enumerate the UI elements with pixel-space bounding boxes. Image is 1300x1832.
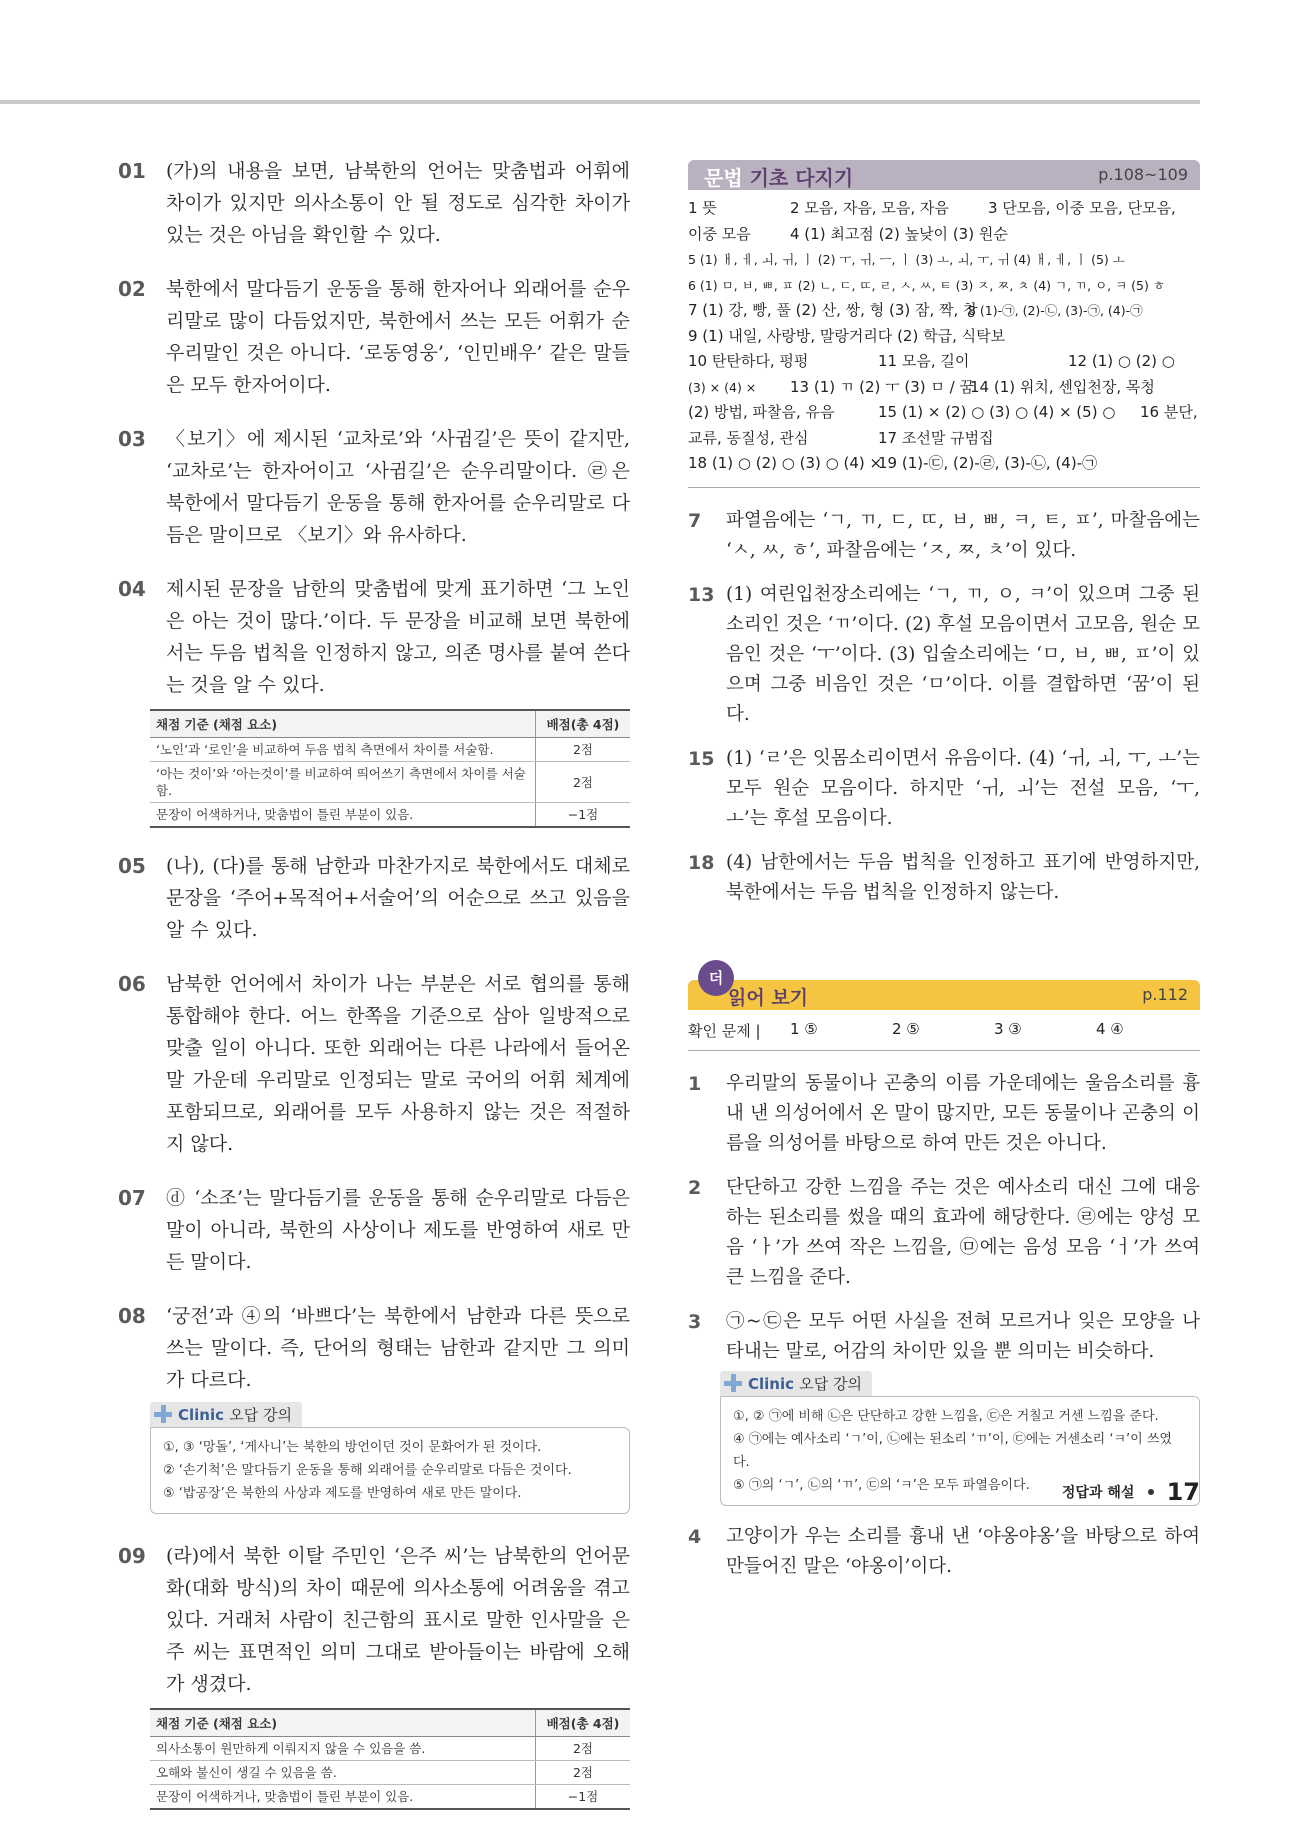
answer-cell: 12 (1) ○ (2) ○ [1068, 352, 1175, 370]
clinic-line: ⑤ ‘밥공장’은 북한의 사상과 제도를 반영하여 새로 만든 말이다. [163, 1486, 522, 1501]
answer-cell: 교류, 동질성, 관심 [688, 428, 809, 447]
table-row [150, 1785, 630, 1810]
answer-item-02 [118, 273, 630, 401]
answer-cell: 10 탄탄하다, 펑펑 [688, 352, 809, 370]
answer-cell: 2 모음, 자음, 모음, 자음 [790, 199, 949, 217]
grammar-explanation-15 [688, 744, 1200, 834]
section-title-part1: 문법 [704, 166, 743, 190]
bullet-dot [1148, 1489, 1154, 1495]
scoring-header-points: 배점(총 4점) [536, 710, 631, 738]
section-title [704, 162, 853, 191]
item-number: 18 [688, 851, 715, 874]
scoring-header-points: 배점(총 4점) [536, 1709, 631, 1737]
item-text: (1) 여린입천장소리에는 ‘ㄱ, ㄲ, ㅇ, ㅋ’이 있으며 그중 된소리인 것은 ‘ㄲ’이다. (2) 후설 모음이면서 고모음, 원순 모음인 것은 ‘ㅜ’이다. (3) 입술소리에는 ‘ㅁ, ㅂ, ㅃ, ㅍ’이 있으며 그중 비음인 것은 ‘ㅁ’이다. 이를 결합하면 ‘꿈’이 된다. [726, 583, 1200, 725]
item-text: (가)의 내용을 보면, 남북한의 언어는 맞춤법과 어휘에 차이가 있지만 의사소통이 안 될 정도로 심각한 차이가 있는 것은 아님을 확인할 수 있다. [166, 160, 630, 246]
answer-item-06 [118, 968, 630, 1160]
clinic-label: Clinic [178, 1406, 225, 1424]
clinic-box-08 [150, 1402, 630, 1514]
answer-cell: 18 (1) ○ (2) ○ (3) ○ (4) × [688, 454, 883, 472]
answer-cell: (3) × (4) × [688, 379, 757, 395]
points-cell: −1점 [536, 803, 631, 828]
confirm-answer: 3 ③ [994, 1019, 1022, 1038]
item-text: (1) ‘ㄹ’은 잇몸소리이면서 유음이다. (4) ‘ㅟ, ㅚ, ㅜ, ㅗ’는 모두 원순 모음이다. 하지만 ‘ㅟ, ㅚ’는 전설 모음, ‘ㅜ, ㅗ’는 후설 모음이다. [726, 747, 1200, 829]
section-badge: 더 [698, 960, 734, 996]
item-number: 07 [118, 1186, 146, 1210]
item-number: 13 [688, 583, 715, 606]
item-text: 파열음에는 ‘ㄱ, ㄲ, ㄷ, ㄸ, ㅂ, ㅃ, ㅋ, ㅌ, ㅍ’, 마찰음에는 ‘ㅅ, ㅆ, ㅎ’, 파찰음에는 ‘ㅈ, ㅉ, ㅊ’이 있다. [726, 509, 1200, 561]
item-text: 남북한 언어에서 차이가 나는 부분은 서로 협의를 통해 통합해야 한다. 어느 한쪽을 기준으로 삼아 일방적으로 맞출 일이 아니다. 또한 외래어는 다른 나라에서 들어온 말 가운데 우리말로 인정되는 말로 국어의 어휘 체계에 포함되므로, 외래어를 모두 사용하지 않는 것은 적절하지 않다. [166, 973, 630, 1155]
points-cell: 2점 [536, 1737, 631, 1761]
answer-item-04 [118, 573, 630, 701]
answer-cell: 15 (1) × (2) ○ (3) ○ (4) × (5) ○ [878, 403, 1116, 421]
clinic-line: ⑤ ㉠의 ‘ㄱ’, ㉡의 ‘ㄲ’, ㉢의 ‘ㅋ’은 모두 파열음이다. [733, 1477, 1030, 1493]
item-number: 1 [688, 1072, 702, 1095]
answer-item-07 [118, 1182, 630, 1278]
item-number: 03 [118, 427, 146, 451]
confirm-answer: 2 ⑤ [892, 1019, 920, 1038]
answer-row [688, 400, 1200, 426]
answer-row [688, 375, 1200, 401]
answer-cell: 6 (1) ㅁ, ㅂ, ㅃ, ㅍ (2) ㄴ, ㄷ, ㄸ, ㄹ, ㅅ, ㅆ, ㅌ (3) ㅈ, ㅉ, ㅊ (4) ㄱ, ㄲ, ㅇ, ㅋ (5) ㅎ [688, 277, 1165, 293]
table-row [150, 803, 630, 828]
reading-explanation-2 [688, 1173, 1200, 1293]
scoring-table-09 [150, 1708, 630, 1810]
table-row [150, 738, 630, 762]
grammar-explanation-13 [688, 580, 1200, 730]
criteria-cell: ‘노인’과 ‘로인’을 비교하여 두음 법칙 측면에서 차이를 서술함. [150, 738, 536, 762]
answer-cell: 7 (1) 강, 빵, 풀 (2) 산, 쌍, 형 (3) 잠, 짝, 창 [688, 301, 978, 319]
answer-item-01 [118, 155, 630, 251]
item-text: ㉠~㉢은 모두 어떤 사실을 전혀 모르거나 잊은 모양을 나타내는 말로, 어감의 차이만 있을 뿐 의미는 비슷하다. [726, 1310, 1200, 1362]
clinic-line: ④ ㉠에는 예사소리 ‘ㄱ’이, ㉡에는 된소리 ‘ㄲ’이, ㉢에는 거센소리 ‘ㅋ’이 쓰였다. [733, 1431, 1172, 1470]
clinic-line: ①, ③ ‘망돌’, ‘게사니’는 북한의 방언이던 것이 문화어가 된 것이다. [163, 1440, 542, 1455]
answer-item-05 [118, 850, 630, 946]
answer-row [688, 451, 1200, 477]
answer-cell: 14 (1) 위치, 센입천장, 목청 [970, 377, 1155, 396]
top-rule [0, 100, 1200, 104]
clinic-tag [720, 1371, 872, 1396]
answer-cell: 17 조선말 규범집 [878, 428, 994, 447]
item-number: 04 [118, 577, 146, 601]
answer-item-08 [118, 1300, 630, 1396]
answer-cell: 이중 모음 [688, 224, 751, 243]
answer-cell: 1 뜻 [688, 199, 717, 217]
table-row [150, 1761, 630, 1785]
item-number: 2 [688, 1176, 702, 1199]
item-number: 05 [118, 854, 146, 878]
plus-icon [154, 1405, 172, 1423]
answer-cell: 11 모음, 길이 [878, 352, 970, 370]
answer-cell: (2) 방법, 파찰음, 유음 [688, 403, 835, 421]
grammar-explanation-7 [688, 506, 1200, 566]
page-reference: p.112 [1142, 984, 1188, 1004]
item-text: (나), (다)를 통해 남한과 마찬가지로 북한에서도 대체로 문장을 ‘주어+목적어+서술어’의 어순으로 쓰고 있음을 알 수 있다. [166, 855, 630, 941]
table-row [150, 762, 630, 803]
item-text: 제시된 문장을 남한의 맞춤법에 맞게 표기하면 ‘그 노인은 아는 것이 많다.’이다. 두 문장을 비교해 보면 북한에서는 두음 법칙을 인정하지 않고, 의존 명사를 붙여 쓴다는 것을 알 수 있다. [166, 578, 630, 696]
item-number: 7 [688, 509, 702, 532]
item-text: ⓓ ‘소조’는 말다듬기를 운동을 통해 순우리말로 다듬은 말이 아니라, 북한의 사상이나 제도를 반영하여 새로 만든 말이다. [166, 1187, 630, 1273]
answer-row [688, 222, 1200, 248]
answer-cell: 8 (1)-㉠, (2)-㉡, (3)-㉠, (4)-㉠ [968, 303, 1143, 318]
points-cell: 2점 [536, 1761, 631, 1785]
item-text: (4) 남한에서는 두음 법칙을 인정하고 표기에 반영하지만, 북한에서는 두음 법칙을 인정하지 않는다. [726, 851, 1200, 903]
grammar-section-header [688, 160, 1200, 190]
clinic-content [150, 1427, 630, 1514]
plus-icon [724, 1374, 742, 1392]
confirm-answer: 4 ④ [1096, 1019, 1124, 1038]
reading-section-header [688, 968, 1200, 1010]
item-number: 02 [118, 277, 146, 301]
item-text: 〈보기〉에 제시된 ‘교차로’와 ‘사귐길’은 뜻이 같지만, ‘교차로’는 한자어이고 ‘사귐길’은 순우리말이다. ㉣은 북한에서 말다듬기 운동을 통해 한자어를 순우리말로 다듬은 말이므로 〈보기〉와 유사하다. [166, 428, 630, 546]
page-footer [1062, 1478, 1200, 1506]
item-number: 15 [688, 747, 715, 770]
section-title: 읽어 보기 [728, 986, 809, 1009]
clinic-sublabel: 오답 강의 [799, 1374, 862, 1393]
criteria-cell: 오해와 불신이 생길 수 있음을 씀. [150, 1761, 536, 1785]
clinic-sublabel: 오답 강의 [229, 1406, 292, 1424]
criteria-cell: 문장이 어색하거나, 맞춤법이 틀린 부분이 있음. [150, 1785, 536, 1810]
answer-row [688, 349, 1200, 375]
answer-cell: 9 (1) 내일, 사랑방, 말랑거리다 (2) 학급, 식탁보 [688, 326, 1006, 345]
confirm-answers [688, 1016, 1200, 1051]
scoring-header-criteria: 채점 기준 (채점 요소) [150, 710, 536, 738]
item-text: 우리말의 동물이나 곤충의 이름 가운데에는 울음소리를 흉내 낸 의성어에서 온 말이 많지만, 모든 동물이나 곤충의 이름을 의성어를 바탕으로 하여 만든 것은 아니다. [726, 1072, 1200, 1154]
table-row [150, 1737, 630, 1761]
reading-explanation-4 [688, 1522, 1200, 1582]
answer-row [688, 298, 1200, 324]
criteria-cell: ‘아는 것이’와 ‘아는것이’를 비교하여 띄어쓰기 측면에서 차이를 서술함. [150, 762, 536, 803]
item-text: 북한에서 말다듬기 운동을 통해 한자어나 외래어를 순우리말로 많이 다듬었지만, 북한에서 쓰는 모든 어휘가 순우리말인 것은 아니다. ‘로동영웅’, ‘인민배우’ 같은 말들은 모두 한자어이다. [166, 278, 630, 396]
reading-explanation-1 [688, 1069, 1200, 1159]
right-column [688, 160, 1200, 1596]
answer-row [688, 426, 1200, 452]
criteria-cell: 의사소통이 원만하게 이뤄지지 않을 수 있음을 씀. [150, 1737, 536, 1761]
item-number: 01 [118, 159, 146, 183]
answer-item-03 [118, 423, 630, 551]
item-number: 4 [688, 1525, 702, 1548]
answer-row [688, 196, 1200, 222]
answer-cell: 16 분단, [1140, 403, 1198, 421]
item-number: 09 [118, 1544, 146, 1568]
points-cell: 2점 [536, 738, 631, 762]
answer-cell: 3 단모음, 이중 모음, 단모음, [988, 199, 1176, 217]
answer-cell: 13 (1) ㄲ (2) ㅜ (3) ㅁ / 꿈 [790, 377, 974, 396]
confirm-answer: 1 ⑤ [790, 1019, 818, 1038]
confirm-label: 확인 문제 | [688, 1021, 761, 1040]
points-cell: −1점 [536, 1785, 631, 1810]
item-text: 고양이가 우는 소리를 흉내 낸 ‘야옹야옹’을 바탕으로 하여 만들어진 말은 ‘야옹이’이다. [726, 1525, 1200, 1577]
points-cell: 2점 [536, 762, 631, 803]
answer-cell: 4 (1) 최고점 (2) 높낮이 (3) 원순 [790, 224, 1008, 243]
page-number: 17 [1166, 1478, 1200, 1506]
answer-cell: 5 (1) ㅐ, ㅔ, ㅚ, ㅟ, ㅣ (2) ㅜ, ㅟ, ㅡ, ㅣ (3) ㅗ, ㅚ, ㅜ, ㅟ (4) ㅐ, ㅔ, ㅣ (5) ㅗ [688, 252, 1125, 267]
section-title-part2: 기초 다지기 [749, 166, 854, 190]
scoring-header-criteria: 채점 기준 (채점 요소) [150, 1709, 536, 1737]
item-number: 08 [118, 1304, 146, 1328]
clinic-label: Clinic [748, 1374, 795, 1393]
left-column [118, 155, 630, 1832]
page-reference: p.108~109 [1098, 165, 1188, 184]
grammar-explanation-18 [688, 848, 1200, 908]
grammar-answer-key [688, 196, 1200, 488]
reading-explanation-3 [688, 1307, 1200, 1367]
footer-label: 정답과 해설 [1061, 1485, 1135, 1501]
answer-row [688, 247, 1200, 273]
item-text: 단단하고 강한 느낌을 주는 것은 예사소리 대신 그에 대응하는 된소리를 썼을 때의 효과에 해당한다. ㉣에는 양성 모음 ‘ㅏ’가 쓰여 작은 느낌을, ㉤에는 음성 모음 ‘ㅓ’가 쓰여 큰 느낌을 준다. [726, 1176, 1200, 1288]
answer-row [688, 324, 1200, 350]
item-text: ‘궁전’과 ④의 ‘바쁘다’는 북한에서 남한과 다른 뜻으로 쓰는 말이다. 즉, 단어의 형태는 남한과 같지만 그 의미가 다르다. [166, 1305, 630, 1391]
scoring-table-04 [150, 709, 630, 828]
item-number: 3 [688, 1310, 702, 1333]
clinic-line: ② ‘손기척’은 말다듬기 운동을 통해 외래어를 순우리말로 다듬은 것이다. [163, 1463, 572, 1478]
answer-row [688, 273, 1200, 299]
answer-item-09 [118, 1540, 630, 1700]
item-number: 06 [118, 972, 146, 996]
clinic-tag [150, 1402, 302, 1427]
clinic-line: ①, ② ㉠에 비해 ㉡은 단단하고 강한 느낌을, ㉢은 거칠고 거센 느낌을 준다. [733, 1408, 1159, 1424]
item-text: (라)에서 북한 이탈 주민인 ‘은주 씨’는 남북한의 언어문화(대화 방식)의 차이 때문에 의사소통에 어려움을 겪고 있다. 거래처 사람이 친근함의 표시로 말한 인사말을 은주 씨는 표면적인 의미 그대로 받아들이는 바람에 오해가 생겼다. [166, 1545, 630, 1695]
answer-cell: 19 (1)-㉢, (2)-㉣, (3)-㉡, (4)-㉠ [878, 454, 1098, 472]
criteria-cell: 문장이 어색하거나, 맞춤법이 틀린 부분이 있음. [150, 803, 536, 828]
